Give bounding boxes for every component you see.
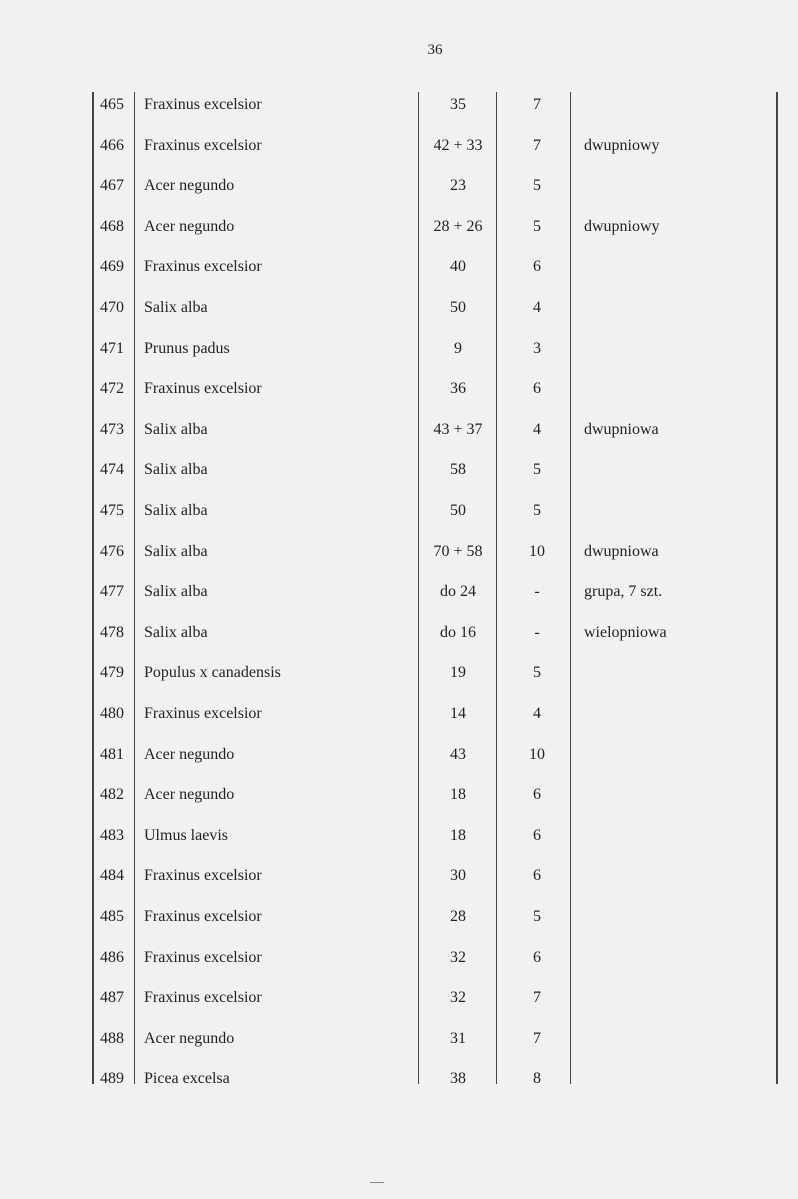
tree-number: 483 [100,826,124,844]
species-name: Fraxinus excelsior [144,867,262,885]
trunk-diameter: 36 [450,380,466,398]
tree-number: 480 [100,705,124,722]
tree-note: dwupniowy [584,136,660,154]
tree-number: 482 [100,786,124,804]
tree-note: dwupniowa [584,542,659,560]
trunk-diameter: 70 + 58 [433,542,483,560]
tree-number: 471 [100,339,124,357]
trunk-diameter: 35 [450,96,466,113]
species-name: Fraxinus excelsior [144,948,262,966]
table-row [92,176,782,216]
species-name: Salix alba [144,461,208,479]
species-name: Fraxinus excelsior [144,136,262,154]
table-row [92,582,782,622]
species-name: Prunus padus [144,339,230,357]
table-row [92,460,782,500]
table-row [92,623,782,663]
species-name: Acer negundo [144,745,235,763]
species-name: Salix alba [144,299,208,316]
tree-height: 6 [533,948,541,966]
species-name: Acer negundo [144,217,235,235]
tree-number: 467 [100,177,124,195]
tree-number: 486 [100,948,124,966]
tree-number: 465 [100,96,124,113]
table-row [92,136,782,176]
tree-height: 7 [533,1029,541,1047]
tree-height: 6 [533,826,541,844]
tree-number: 474 [100,461,124,479]
tree-number: 481 [100,745,124,763]
species-name: Salix alba [144,420,208,438]
trunk-diameter: 31 [450,1029,466,1047]
tree-height: 4 [533,299,541,316]
table-row [92,542,782,582]
tree-height: 6 [533,786,541,804]
tree-height: 10 [529,542,545,560]
table-row [92,785,782,825]
tree-height: - [534,583,540,601]
tree-number: 488 [100,1029,124,1047]
tree-number: 484 [100,867,124,885]
species-name: Salix alba [144,623,208,641]
tree-number: 477 [100,583,124,601]
tree-number: 472 [100,380,124,398]
trunk-diameter: 18 [450,826,466,844]
species-name: Acer negundo [144,1029,235,1047]
trunk-diameter: 28 [450,908,466,925]
tree-number: 478 [100,623,124,641]
species-name: Fraxinus excelsior [144,380,262,398]
trunk-diameter: 42 + 33 [433,136,483,154]
species-name: Fraxinus excelsior [144,96,262,113]
trunk-diameter: 50 [450,502,466,519]
table-row [92,826,782,866]
trunk-diameter: 14 [450,705,466,722]
trunk-diameter: 40 [450,258,466,276]
table-row [92,1069,782,1109]
table-row [92,1029,782,1069]
tree-note: wielopniowa [584,623,667,641]
species-name: Fraxinus excelsior [144,258,262,276]
tree-number: 476 [100,542,124,560]
table-row [92,745,782,785]
tree-height: 7 [533,96,541,113]
tree-note: dwupniowy [584,217,660,235]
species-name: Ulmus laevis [144,826,228,844]
table-row [92,663,782,703]
tree-height: 7 [533,136,541,154]
species-name: Populus x canadensis [144,664,281,682]
tree-height: 5 [533,908,541,925]
trunk-diameter: 58 [450,461,466,479]
trunk-diameter: 38 [450,1070,466,1088]
trunk-diameter: 9 [454,339,462,357]
tree-number: 475 [100,502,124,519]
trunk-diameter: 23 [450,177,466,195]
table-row [92,866,782,906]
trunk-diameter: 43 [450,745,466,763]
species-name: Fraxinus excelsior [144,908,262,925]
tree-number: 485 [100,908,124,925]
table-row [92,217,782,257]
trunk-diameter: do 24 [440,583,476,601]
tree-number: 469 [100,258,124,276]
trunk-diameter: 30 [450,867,466,885]
tree-height: 4 [533,420,541,438]
tree-number: 470 [100,299,124,316]
species-name: Acer negundo [144,177,235,195]
tree-number: 489 [100,1070,124,1088]
species-name: Acer negundo [144,786,235,804]
trunk-diameter: 18 [450,786,466,804]
scan-mark [370,1182,384,1183]
tree-height: 5 [533,664,541,682]
species-name: Salix alba [144,583,208,601]
table-row [92,379,782,419]
tree-height: 5 [533,177,541,195]
tree-note: grupa, 7 szt. [584,583,663,601]
trunk-diameter: 32 [450,989,466,1007]
species-name: Salix alba [144,542,208,560]
tree-number: 466 [100,136,124,154]
tree-height: 5 [533,502,541,519]
tree-note: dwupniowa [584,420,659,438]
tree-height: 5 [533,461,541,479]
tree-number: 479 [100,664,124,682]
table-row [92,948,782,988]
tree-number: 487 [100,989,124,1007]
tree-height: 7 [533,989,541,1007]
tree-height: 10 [529,745,545,763]
trunk-diameter: do 16 [440,623,476,641]
species-name: Salix alba [144,502,208,519]
tree-height: 8 [533,1070,541,1088]
table-row [92,298,782,338]
species-name: Fraxinus excelsior [144,989,262,1007]
trunk-diameter: 19 [450,664,466,682]
species-name: Fraxinus excelsior [144,705,262,722]
trunk-diameter: 32 [450,948,466,966]
tree-height: 4 [533,705,541,722]
tree-number: 473 [100,420,124,438]
tree-height: 3 [533,339,541,357]
table-row [92,907,782,947]
table-row [92,704,782,744]
tree-height: 6 [533,258,541,276]
trunk-diameter: 43 + 37 [433,420,483,438]
table-row [92,95,782,135]
table-row [92,988,782,1028]
table-row [92,420,782,460]
tree-height: - [534,623,540,641]
tree-height: 6 [533,867,541,885]
table-row [92,339,782,379]
tree-number: 468 [100,217,124,235]
trunk-diameter: 28 + 26 [433,217,483,235]
tree-height: 6 [533,380,541,398]
page-number: 36 [427,42,443,58]
species-name: Picea excelsa [144,1070,230,1088]
table-row [92,257,782,297]
trunk-diameter: 50 [450,299,466,316]
table-row [92,501,782,541]
tree-height: 5 [533,217,541,235]
